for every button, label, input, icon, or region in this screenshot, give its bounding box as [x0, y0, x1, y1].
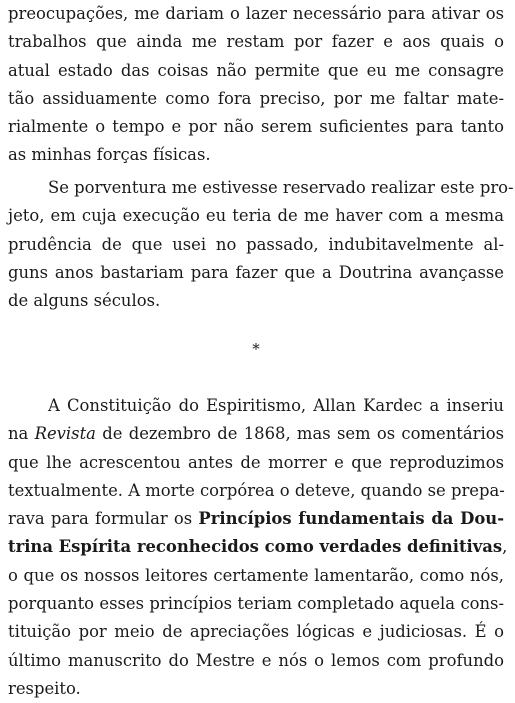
text-line: atual estado das coisas não permite que eu me consagre	[8, 60, 504, 80]
text-line: trabalhos que ainda me restam por fazer e aos quais o	[8, 32, 504, 52]
paragraph-2	[8, 174, 514, 315]
bold-emphasis: Princípios fundamentais da Dou-	[198, 509, 504, 529]
text-line: guns anos bastariam para fazer que a Doutrina avançasse	[8, 262, 504, 282]
text-segment: na	[8, 424, 35, 444]
text-line: tituição por meio de apreciações lógicas e judiciosas. É o	[8, 622, 504, 642]
text-line: rialmente o tempo e por não serem suficientes para tanto	[8, 117, 504, 137]
text-segment: rava para formular os	[8, 509, 199, 529]
text-line: o que os nossos leitores certamente lamentarão, como nós,	[8, 565, 504, 585]
italic-title: Revista	[34, 424, 96, 444]
text-line: porquanto esses princípios teriam completado aquela cons-	[8, 594, 504, 614]
text-line: último manuscrito do Mestre e nós o lemos com profundo	[8, 650, 504, 670]
text-line: A Constituição do Espiritismo, Allan Kardec a inseriu	[48, 396, 504, 415]
text-line: preocupações, me dariam o lazer necessário para ativar os	[8, 4, 504, 23]
paragraph-1	[8, 0, 504, 170]
text-line: tão assiduamente como fora preciso, por me faltar mate-	[8, 88, 504, 108]
text-segment: ,	[502, 537, 508, 557]
text-line	[8, 533, 508, 561]
text-line: respeito.	[8, 678, 81, 698]
text-line: prudência de que usei no passado, indubitavelmente al-	[8, 234, 504, 254]
text-segment: de dezembro de 1868, mas sem os comentários	[95, 424, 504, 444]
paragraph-3	[8, 392, 508, 703]
text-line: jeto, em cuja execução eu teria de me haver com a mesma	[8, 206, 504, 226]
text-line: Se porventura me estivesse reservado realizar este pro-	[48, 178, 514, 197]
bold-emphasis: trina Espírita reconhecidos como verdades definitivas	[8, 537, 503, 557]
section-separator: *	[252, 340, 260, 358]
text-line: textualmente. A morte corpórea o deteve, quando se prepa-	[8, 480, 505, 500]
text-line: as minhas forças físicas.	[8, 145, 211, 165]
text-line: que lhe acrescentou antes de morrer e que reproduzimos	[8, 452, 504, 472]
text-line	[8, 420, 504, 448]
text-line: de alguns séculos.	[8, 291, 161, 311]
text-line	[8, 505, 504, 533]
